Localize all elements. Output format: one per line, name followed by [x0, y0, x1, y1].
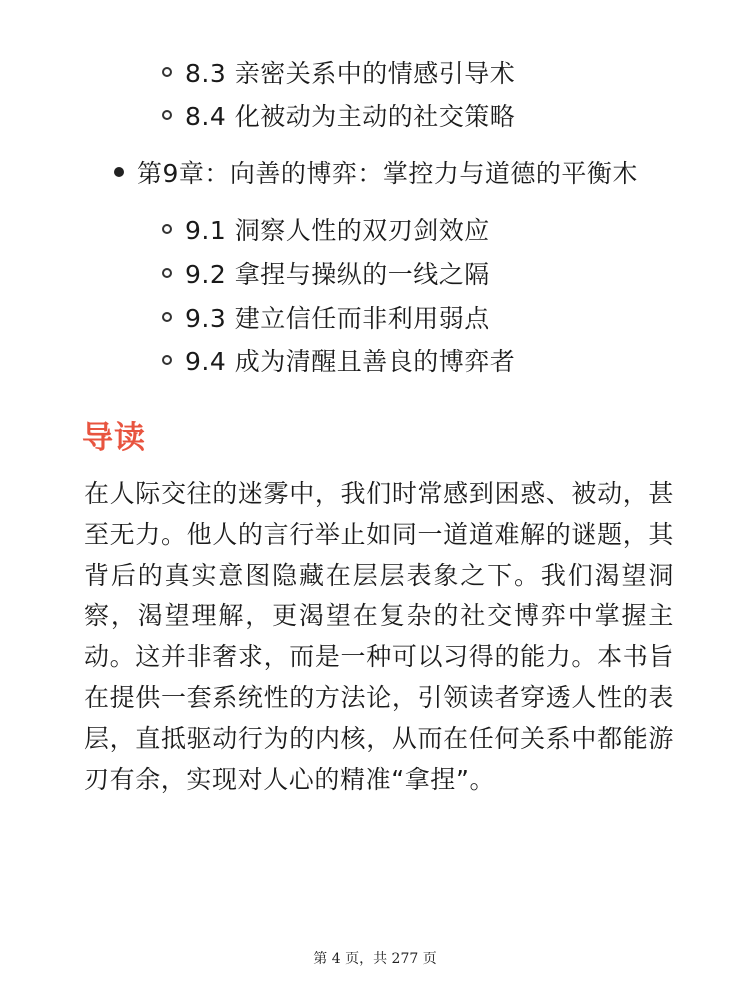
toc-subsection-item	[162, 340, 515, 380]
toc-subsection-text: 9.2 拿捏与操纵的一线之隔	[185, 260, 490, 289]
intro-paragraph: 在人际交往的迷雾中，我们时常感到困惑、被动，甚至无力。他人的言行举止如同一道道难解的谜题，其背后的真实意图隐藏在层层表象之下。我们渴望洞察，渴望理解，更渴望在复杂的社交博弈中掌握主动。这并非奢求，而是一种可以习得的能力。本书旨在提供一套系统性的方法论，引领读者穿透人性的表层，直抵驱动行为的内核，从而在任何关系中都能游刃有余，实现对人心的精准“拿捏”。	[84, 479, 674, 794]
hollow-bullet-icon	[162, 224, 172, 234]
toc-subsection-item	[162, 95, 515, 135]
toc-chapter-item	[114, 152, 638, 192]
toc-chapter-text: 第9章：向善的博弈：掌控力与道德的平衡木	[137, 159, 638, 188]
toc-subsection-item	[162, 52, 515, 92]
page-number-footer: 第 4 页，共 277 页	[313, 951, 437, 967]
hollow-bullet-icon	[162, 110, 172, 120]
toc-subsection-item	[162, 209, 490, 249]
toc-subsection-item	[162, 253, 490, 293]
toc-subsection-item	[162, 297, 490, 337]
toc-subsection-text: 8.4 化被动为主动的社交策略	[185, 102, 516, 131]
hollow-bullet-icon	[162, 67, 172, 77]
section-heading: 导读	[82, 420, 146, 456]
filled-bullet-icon	[114, 167, 124, 177]
toc-subsection-text: 9.1 洞察人性的双刃剑效应	[185, 216, 490, 245]
hollow-bullet-icon	[162, 268, 172, 278]
hollow-bullet-icon	[162, 312, 172, 322]
toc-subsection-text: 9.4 成为清醒且善良的博弈者	[185, 347, 516, 376]
toc-subsection-text: 9.3 建立信任而非利用弱点	[185, 304, 490, 333]
toc-subsection-text: 8.3 亲密关系中的情感引导术	[185, 59, 516, 88]
hollow-bullet-icon	[162, 355, 172, 365]
